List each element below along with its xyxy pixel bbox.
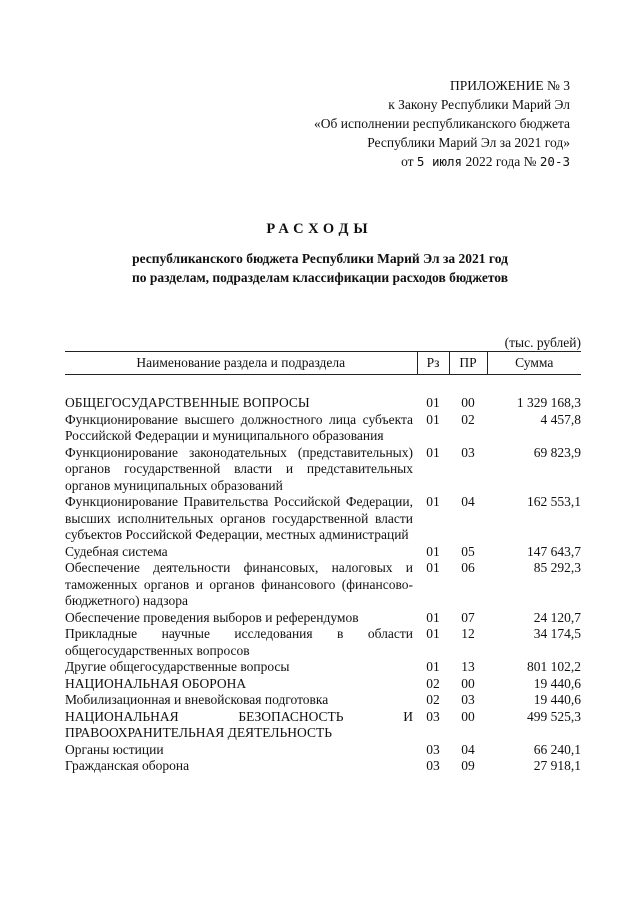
cell-name: Функционирование Правительства Российской Федерации, высших исполнительных органов государственной власти субъектов Российской Федерации, местных администраций — [65, 494, 413, 542]
cell-pr: 03 — [461, 692, 475, 707]
header-rz: Рз — [417, 352, 449, 375]
cell-name: Функционирование высшего должностного лица субъекта Российской Федерации и муниципального образования — [65, 411, 413, 443]
table-row — [65, 395, 581, 412]
cell-name: ОБЩЕГОСУДАРСТВЕННЫЕ ВОПРОСЫ — [65, 395, 310, 410]
table-row — [65, 560, 581, 610]
cell-pr: 00 — [461, 708, 475, 724]
cell-pr: 00 — [461, 675, 475, 691]
table-row — [65, 412, 581, 445]
cell-rz: 01 — [426, 543, 440, 559]
date-number: 20-З — [539, 154, 570, 169]
cell-sum: 34 174,5 — [533, 626, 581, 641]
appendix-header — [240, 76, 570, 171]
cell-rz: 01 — [426, 411, 440, 427]
cell-rz: 01 — [426, 609, 440, 625]
table-row — [65, 610, 581, 627]
cell-sum: 162 553,1 — [527, 494, 581, 509]
appendix-law-title-1: «Об исполнении республиканского бюджета — [314, 116, 570, 131]
cell-sum: 27 918,1 — [533, 758, 581, 773]
table-row — [65, 445, 581, 495]
date-prefix: от — [401, 154, 414, 169]
expenditure-table — [65, 351, 581, 775]
cell-rz: 03 — [426, 741, 440, 757]
date-day-month: 5 июля — [416, 154, 463, 169]
cell-name: Гражданская оборона — [65, 758, 190, 773]
cell-sum: 801 102,2 — [527, 659, 581, 674]
cell-sum: 85 292,3 — [533, 560, 581, 575]
cell-sum: 147 643,7 — [527, 543, 581, 559]
appendix-law-ref: к Закону Республики Марий Эл — [388, 97, 570, 112]
appendix-law-title-2: Республики Марий Эл за 2021 год» — [367, 135, 570, 150]
cell-rz: 03 — [426, 708, 440, 724]
table-row — [65, 544, 581, 561]
cell-pr: 13 — [461, 659, 475, 674]
cell-name: Обеспечение деятельности финансовых, налоговых и таможенных органов и органов финансового (финансово-бюджетного) надзора — [65, 560, 413, 608]
cell-name: Судебная система — [65, 543, 168, 559]
subtitle-line-1: республиканского бюджета Республики Марий Эл за 2021 год — [132, 251, 508, 266]
cell-sum: 19 440,6 — [533, 692, 581, 707]
header-sum: Сумма — [487, 352, 581, 375]
cell-sum: 69 823,9 — [533, 444, 581, 460]
header-pr: ПР — [449, 352, 487, 375]
cell-name: НАЦИОНАЛЬНАЯ БЕЗОПАСНОСТЬ И ПРАВООХРАНИТЕЛЬНАЯ ДЕЯТЕЛЬНОСТЬ — [65, 708, 413, 740]
cell-name: Прикладные научные исследования в области общегосударственных вопросов — [65, 626, 413, 658]
table-row — [65, 692, 581, 709]
cell-rz: 02 — [426, 675, 440, 691]
cell-sum: 1 329 168,3 — [516, 395, 581, 410]
header-name: Наименование раздела и подраздела — [65, 352, 417, 375]
cell-sum: 19 440,6 — [533, 675, 581, 691]
units-label: (тыс. рублей) — [504, 335, 581, 350]
cell-pr: 00 — [461, 395, 475, 410]
document-title: РАСХОДЫ — [266, 221, 373, 237]
cell-rz: 02 — [426, 692, 440, 707]
cell-pr: 05 — [461, 543, 475, 559]
table-spacer — [65, 375, 581, 396]
cell-rz: 01 — [426, 659, 440, 674]
cell-pr: 04 — [461, 494, 475, 509]
cell-sum: 4 457,8 — [540, 411, 581, 427]
table-row — [65, 758, 581, 775]
cell-sum: 24 120,7 — [533, 609, 581, 625]
date-year: 2022 года № — [465, 154, 537, 169]
cell-rz: 01 — [426, 626, 440, 641]
cell-name: Функционирование законодательных (представительных) органов государственной власти и представительных органов муниципальных образований — [65, 444, 413, 493]
appendix-date — [240, 152, 570, 171]
table-row — [65, 709, 581, 742]
cell-name: Органы юстиции — [65, 741, 164, 757]
table-row — [65, 676, 581, 693]
cell-name: Другие общегосударственные вопросы — [65, 659, 290, 674]
table-row — [65, 626, 581, 659]
table-row — [65, 659, 581, 676]
cell-rz: 03 — [426, 758, 440, 773]
cell-pr: 03 — [461, 444, 475, 460]
cell-rz: 01 — [426, 444, 440, 460]
cell-pr: 06 — [461, 560, 475, 575]
cell-name: Обеспечение проведения выборов и референдумов — [65, 609, 359, 625]
cell-rz: 01 — [426, 494, 440, 509]
cell-name: Мобилизационная и вневойсковая подготовка — [65, 692, 329, 707]
subtitle-line-2: по разделам, подразделам классификации расходов бюджетов — [131, 270, 509, 285]
cell-sum: 499 525,3 — [527, 708, 581, 724]
document-subtitle — [60, 249, 580, 287]
appendix-number: ПРИЛОЖЕНИЕ № 3 — [449, 78, 570, 93]
cell-rz: 01 — [426, 560, 440, 575]
cell-name: НАЦИОНАЛЬНАЯ ОБОРОНА — [65, 675, 247, 691]
cell-pr: 02 — [461, 411, 475, 427]
cell-pr: 12 — [461, 626, 475, 641]
cell-sum: 66 240,1 — [533, 741, 581, 757]
cell-rz: 01 — [426, 395, 440, 410]
table-row — [65, 742, 581, 759]
table-row — [65, 494, 581, 544]
table-header-row — [65, 352, 581, 375]
cell-pr: 09 — [461, 758, 475, 773]
cell-pr: 07 — [461, 609, 475, 625]
cell-pr: 04 — [461, 741, 475, 757]
